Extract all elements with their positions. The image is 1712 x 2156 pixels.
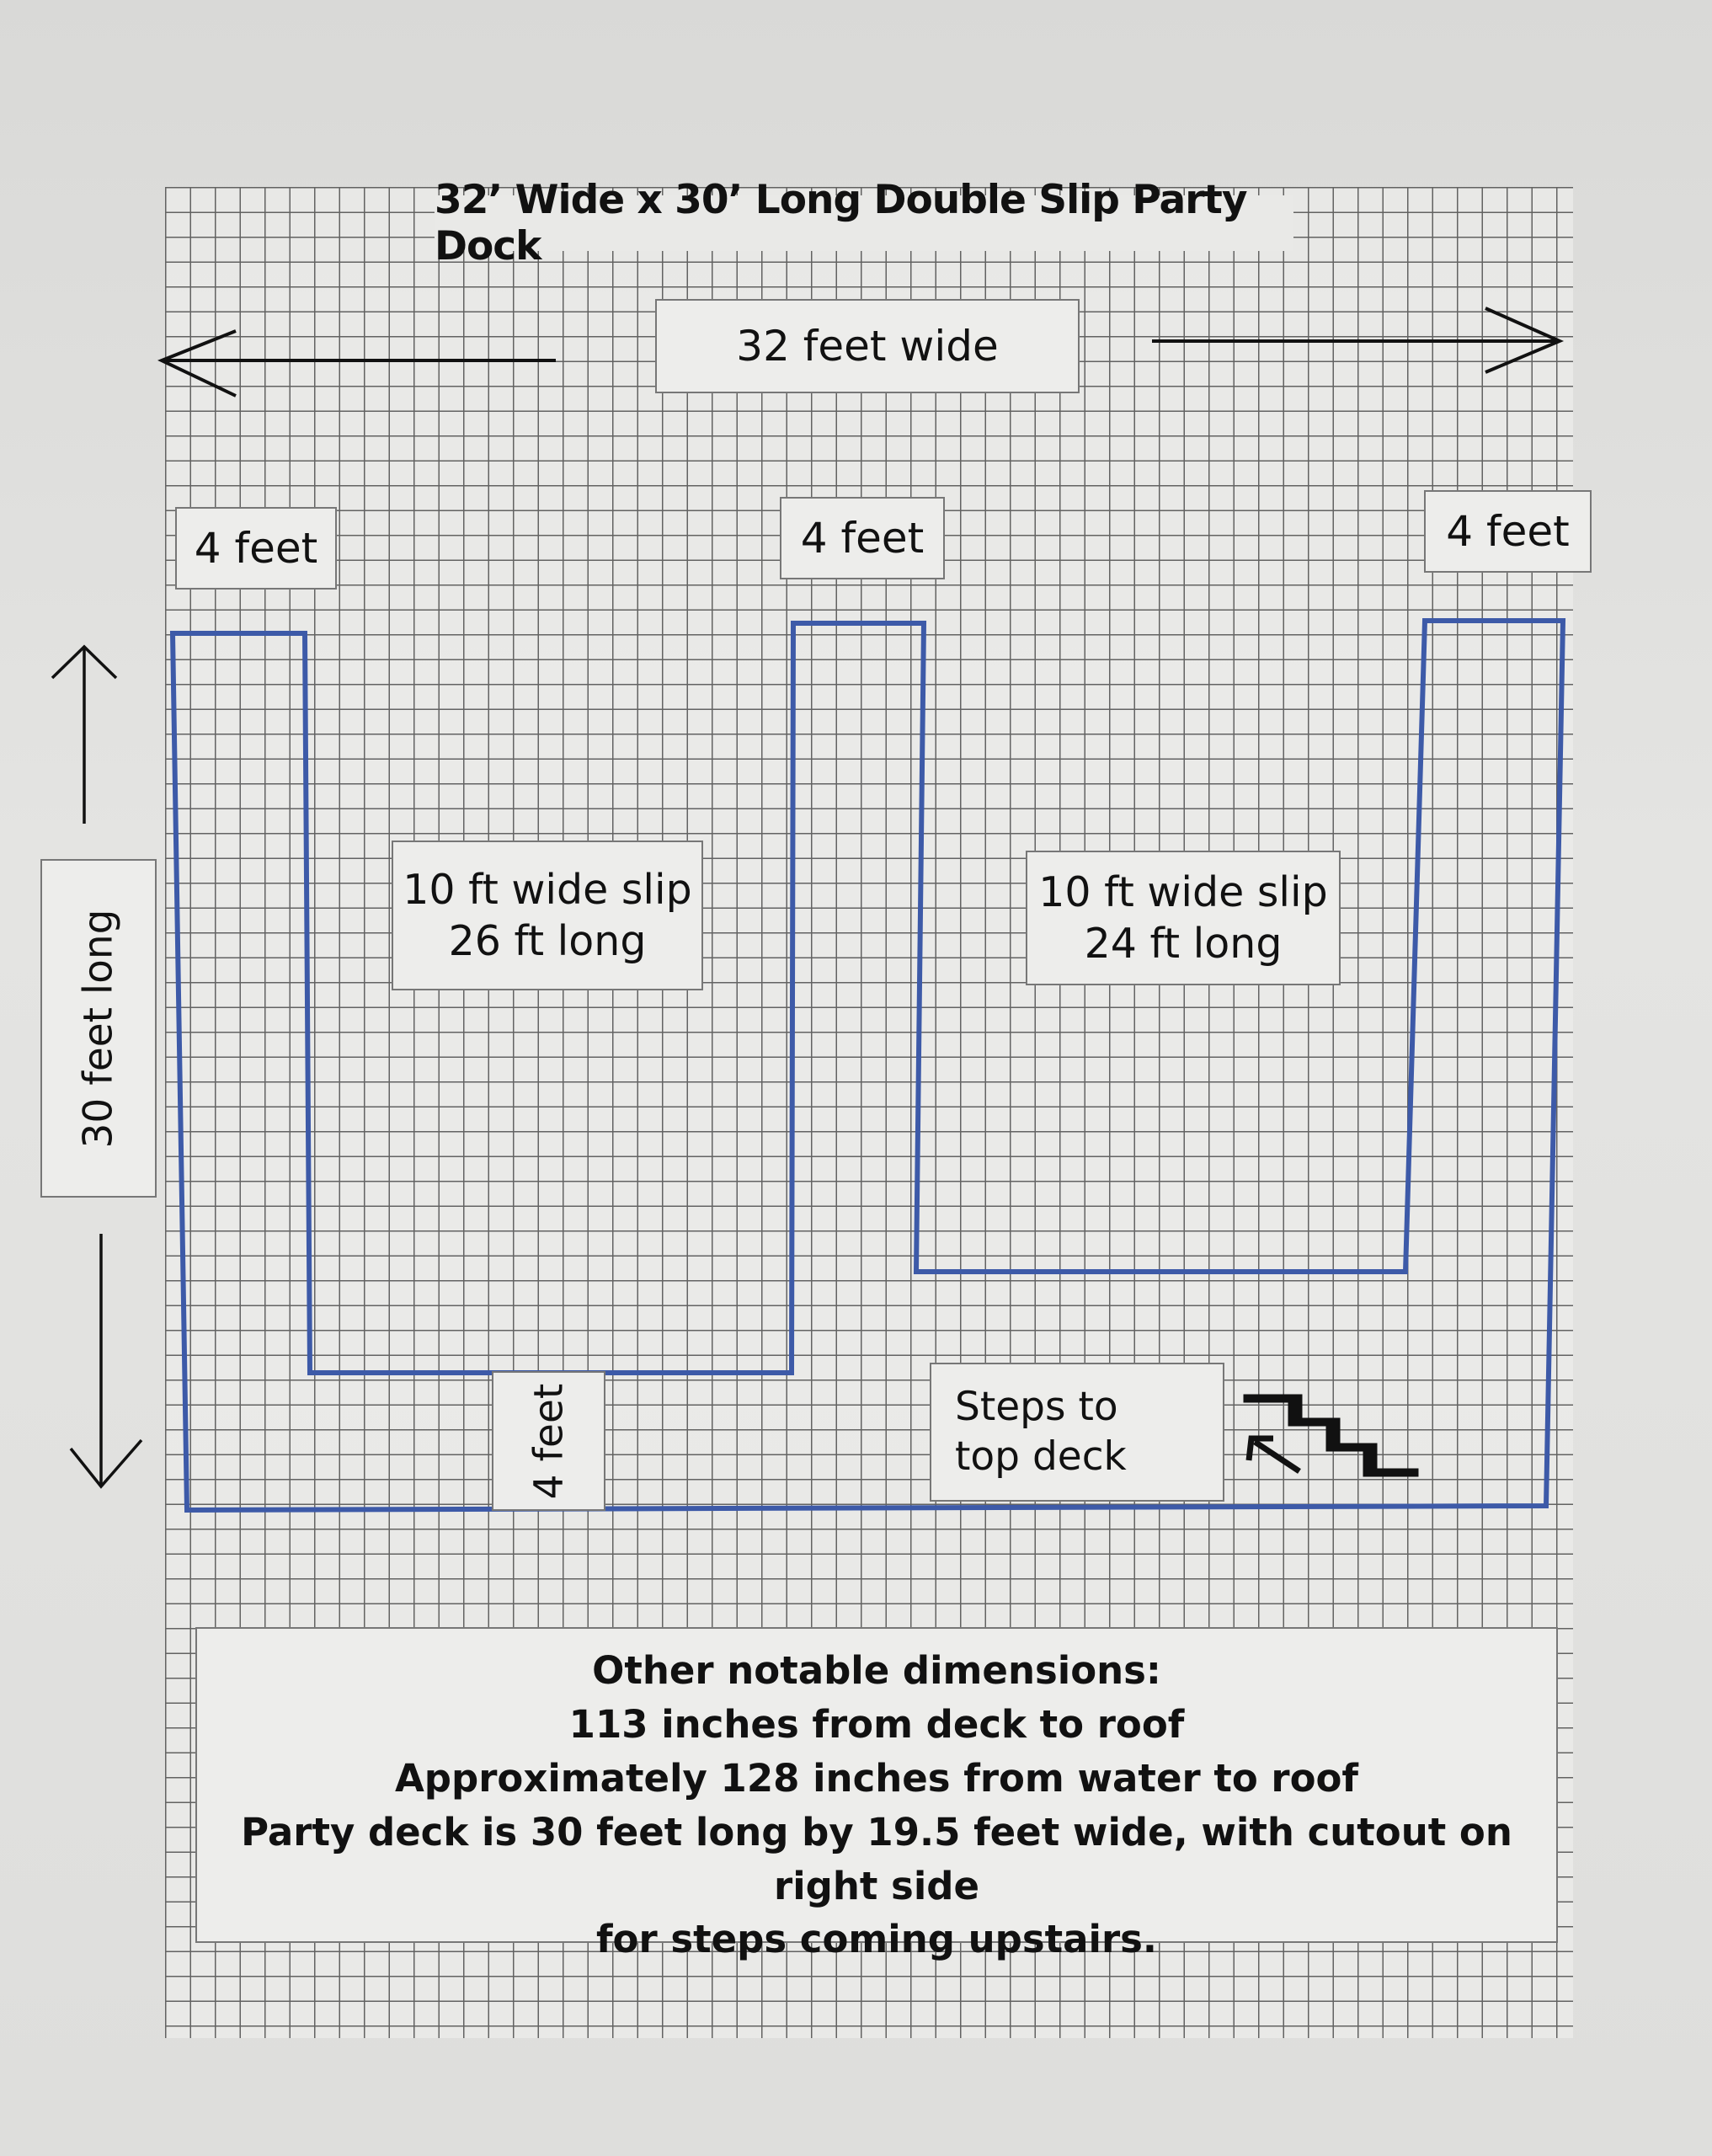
length-label bbox=[40, 859, 157, 1198]
slip-1-width: 10 ft wide slip bbox=[403, 865, 692, 914]
center-finger-text: 4 feet bbox=[800, 514, 925, 563]
slip-1-length: 26 ft long bbox=[448, 917, 647, 965]
right-finger-label bbox=[1424, 490, 1592, 573]
width-label-text: 32 feet wide bbox=[736, 322, 999, 371]
slip-1-label bbox=[392, 841, 703, 990]
notes-line-2: Approximately 128 inches from water to roof bbox=[394, 1755, 1359, 1801]
bottom-walkway-label bbox=[492, 1371, 605, 1511]
right-finger-text: 4 feet bbox=[1446, 507, 1570, 556]
notes-line-1: 113 inches from deck to roof bbox=[568, 1701, 1185, 1747]
left-finger-label bbox=[175, 507, 337, 590]
width-left-arrow bbox=[162, 331, 556, 396]
slip-2-length: 24 ft long bbox=[1084, 920, 1283, 968]
width-right-arrow bbox=[1152, 308, 1560, 372]
left-finger-text: 4 feet bbox=[194, 524, 318, 573]
notes-heading: Other notable dimensions: bbox=[592, 1648, 1161, 1693]
notes-line-3: Party deck is 30 feet long by 19.5 feet wide, with cutout on right side bbox=[241, 1809, 1512, 1908]
dock-outline bbox=[173, 621, 1563, 1510]
length-down-arrow bbox=[71, 1234, 141, 1486]
slip-2-label bbox=[1026, 851, 1341, 985]
bottom-walkway-text: 4 feet bbox=[525, 1383, 572, 1499]
width-label bbox=[655, 299, 1080, 393]
notes-line-4: for steps coming upstairs. bbox=[595, 1917, 1158, 1962]
diagram-title: 32’ Wide x 30’ Long Double Slip Party Dock bbox=[435, 195, 1293, 251]
length-label-text: 30 feet long bbox=[75, 909, 122, 1148]
length-up-arrow bbox=[52, 647, 116, 824]
steps-line-1: Steps to bbox=[955, 1383, 1118, 1430]
steps-line-2: top deck bbox=[955, 1433, 1127, 1480]
slip-2-width: 10 ft wide slip bbox=[1038, 867, 1328, 916]
center-finger-label bbox=[780, 497, 945, 579]
steps-label bbox=[930, 1363, 1224, 1502]
stairs-icon bbox=[1245, 1396, 1417, 1476]
notes-box bbox=[195, 1627, 1558, 1962]
